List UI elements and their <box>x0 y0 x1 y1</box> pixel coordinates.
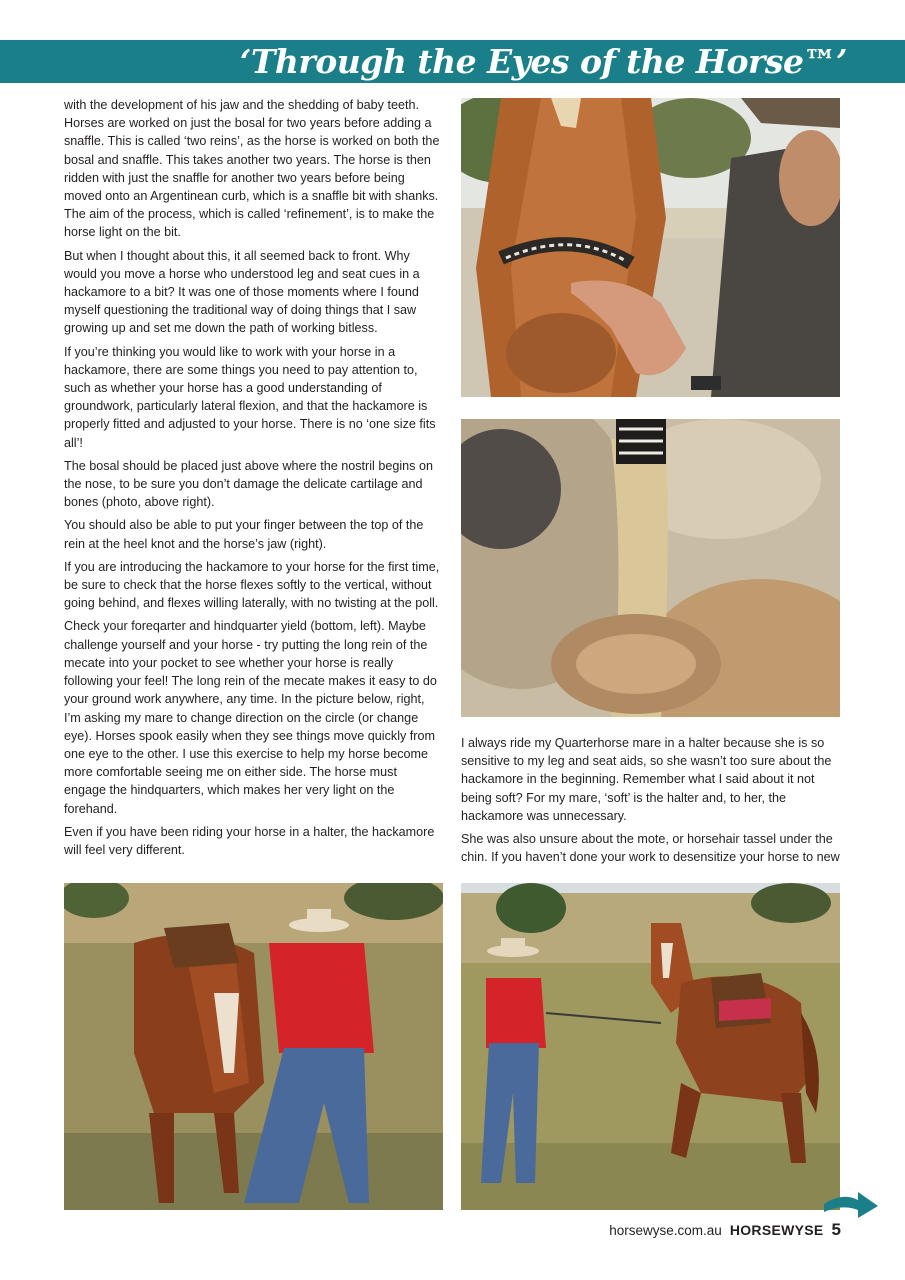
body-paragraph: The bosal should be placed just above where the nostril begins on the nose, to be sure you don’t damage the delicate cartilage and bones (photo, above right). <box>64 458 433 510</box>
body-paragraph: with the development of his jaw and the shedding of baby teeth. Horses are worked on just the bosal for two years before adding a snaffle. This is called ‘two reins’, as the horse is worked on both the bosal and snaffle. This takes another two years. The horse is then ridden with just the snaffle for another two years before being moved onto an Argentinean curb, which is a snaffle bit with shanks. The aim of the process, which is called ‘refinement’, is to make the horse light on the bit. <box>64 98 440 240</box>
body-paragraph: Check your foreqarter and hindquarter yield (bottom, left). Maybe challenge yourself and your horse - try putting the long rein of the mecate into your pocket to see whether your horse is really following your feel! The long rein of the mecate makes it easy to do your ground work anywhere, any time. In the picture below, right, I’m asking my mare to change direction on the circle (or change eye). Horses spook easily when they see things move quickly from one eye to the other. I use this exercise to help my horse become more comfortable seeing me on either side. The horse must engage the hindquarters, which makes her very light on the forehand. <box>64 619 437 816</box>
footer-brand: HORSEWYSE <box>729 1222 824 1238</box>
body-paragraph: I always ride my Quarterhorse mare in a halter because she is so sensitive to my leg and seat aids, so she wasn’t too sure about the hackamore in the beginning. Remember what I said about it not being soft? For my mare, ‘soft’ is the halter and, to her, the hackamore was unnecessary. <box>461 736 832 823</box>
page-title: ‘Through the Eyes of the Horse™’ <box>239 42 847 81</box>
photo-change-eye <box>461 883 840 1210</box>
body-paragraph: Even if you have been riding your horse in a halter, the hackamore will feel very different. <box>64 824 435 857</box>
body-paragraph: You should also be able to put your finger between the top of the rein at the heel knot and the horse’s jaw (right). <box>64 518 424 551</box>
body-paragraph: But when I thought about this, it all seemed back to front. Why would you move a horse who understood leg and seat cues in a hackamore to a bit? It was one of those moments where I found myself questioning the traditional way of doing things that I saw growing up and set me down the path of working bitless. <box>64 248 420 336</box>
page-number: 5 <box>831 1220 841 1239</box>
body-paragraph: If you’re thinking you would like to work with your horse in a hackamore, there are some things you need to pay attention to, such as whether your horse has a good understanding of groundwork, particularly lateral flexion, and that the hackamore is properly fitted and adjusted to your horse. There is no ‘one size fits all’! <box>64 344 436 450</box>
page-footer <box>609 1218 841 1242</box>
left-text-column <box>64 96 442 864</box>
footer-url: horsewyse.com.au <box>609 1222 722 1238</box>
photo-bosal-fit <box>461 98 840 397</box>
body-paragraph: She was also unsure about the mote, or horsehair tassel under the chin. If you haven’t done your work to desensitize your horse to new <box>461 832 840 865</box>
horsewyse-arrow-icon <box>822 1190 880 1220</box>
photo-heel-knot <box>461 419 840 717</box>
photo-quarter-yield <box>64 883 443 1210</box>
body-paragraph: If you are introducing the hackamore to your horse for the first time, be sure to check that the horse flexes softly to the vertical, without going behind, and flexes willing laterally, with no twisting at the poll. <box>64 559 440 611</box>
right-text-column <box>461 734 841 871</box>
